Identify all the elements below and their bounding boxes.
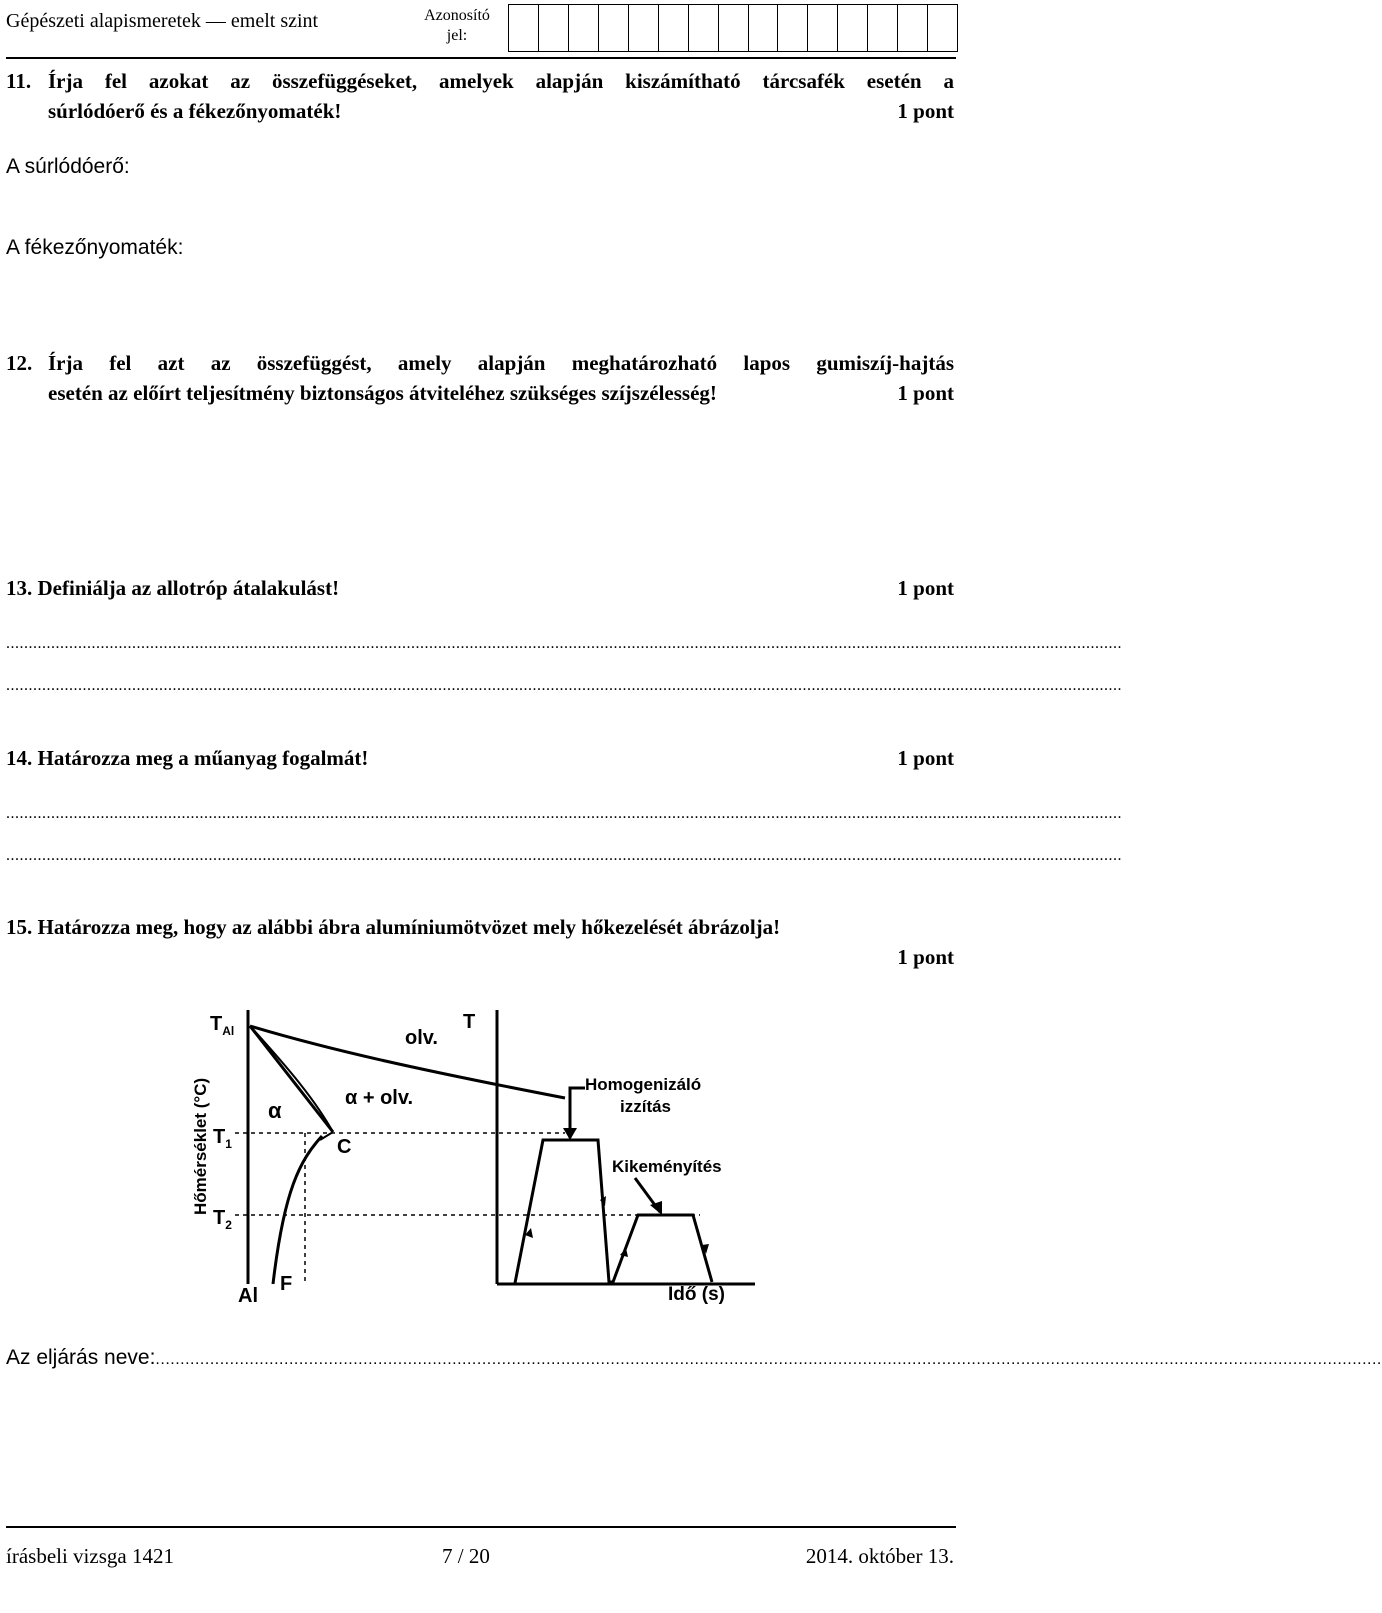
- id-box: [569, 4, 599, 52]
- id-boxes: [508, 4, 958, 52]
- id-box: [928, 4, 958, 52]
- temperature-axis-label: Hőmérséklet (°C): [191, 1077, 210, 1215]
- t-al-label: $T_{Al}$: [210, 1013, 235, 1038]
- question-text-line2: súrlódóerő és a fékezőnyomaték!: [48, 99, 342, 123]
- id-label: [412, 6, 502, 46]
- question-12: [6, 348, 954, 408]
- footer-left: írásbeli vizsga 1421: [6, 1544, 174, 1568]
- id-box: [719, 4, 749, 52]
- id-box: [659, 4, 689, 52]
- question-text: Határozza meg a műanyag fogalmát!: [37, 746, 369, 770]
- id-box: [868, 4, 898, 52]
- hardening-label: Kikeményítés: [612, 1157, 722, 1176]
- f-label: F: [280, 1273, 293, 1295]
- header-title: Gépészeti alapismeretek — emelt szint: [6, 10, 319, 32]
- id-box: [778, 4, 808, 52]
- id-box: [508, 4, 539, 52]
- braking-torque-label: A fékezőnyomaték:: [6, 236, 184, 259]
- question-points: 1 pont: [897, 746, 954, 770]
- id-box: [539, 4, 569, 52]
- t1-label: $T_1$: [213, 1126, 232, 1151]
- alpha-liquid-label: α + olv.: [345, 1087, 414, 1109]
- answer-line: ........................................................................................................................................................................................................................................................: [6, 805, 1122, 822]
- homogenizing-arrowhead: [563, 1128, 577, 1140]
- answer-line: ........................................................................................................................................................................................................................................................: [6, 677, 1122, 694]
- question-points: 1 pont: [897, 381, 954, 405]
- question-number: 14.: [6, 746, 33, 770]
- id-box: [898, 4, 928, 52]
- id-box: [749, 4, 779, 52]
- solvus-curve: [273, 1136, 322, 1284]
- answer-line: ........................................................................................................................................................................................................................................................: [155, 1351, 1382, 1368]
- homogenizing-label-2: izzítás: [620, 1097, 672, 1116]
- question-text-line1: Írja fel azokat az összefüggéseket, amelyek alapján kiszámítható tárcsafék esetén a: [48, 69, 954, 93]
- t2-label: $T_2$: [213, 1207, 232, 1232]
- question-number: 11.: [6, 69, 32, 93]
- footer-right: 2014. október 13.: [805, 1544, 954, 1568]
- friction-force-label: A súrlódóerő:: [6, 155, 130, 178]
- solidus-line-upper: [250, 1026, 333, 1132]
- question-points: 1 pont: [897, 99, 954, 123]
- homogenizing-label-1: Homogenizáló: [585, 1075, 702, 1094]
- question-11: [6, 66, 954, 126]
- id-box: [808, 4, 838, 52]
- question-number: 15.: [6, 915, 33, 939]
- alpha-label: α: [268, 1098, 282, 1123]
- c-label: C: [337, 1136, 352, 1158]
- question-points: 1 pont: [897, 576, 954, 600]
- footer-page: 7 / 20: [442, 1544, 490, 1568]
- question-13: [6, 573, 954, 603]
- footer-rule: [6, 1526, 956, 1528]
- answer-line: ........................................................................................................................................................................................................................................................: [6, 635, 1122, 652]
- process-name-row: [6, 1346, 1382, 1370]
- question-text-line2: esetén az előírt teljesítmény biztonságos átviteléhez szükséges szíjszélesség!: [48, 381, 717, 405]
- question-number: 12.: [6, 351, 33, 375]
- question-15: [6, 912, 954, 969]
- answer-line: ........................................................................................................................................................................................................................................................: [6, 847, 1122, 864]
- question-number: 13.: [6, 576, 33, 600]
- al-label: Al: [238, 1285, 258, 1307]
- id-label-line1: Azonosító: [424, 7, 490, 24]
- question-text: Határozza meg, hogy az alábbi ábra alumíniumötvözet mely hőkezelését ábrázolja!: [37, 915, 781, 939]
- id-box: [599, 4, 629, 52]
- id-box: [629, 4, 659, 52]
- header-rule: [6, 57, 956, 59]
- heat-treatment-diagram: [0, 990, 960, 1345]
- id-box: [689, 4, 719, 52]
- liquid-label: olv.: [405, 1027, 438, 1049]
- id-box: [838, 4, 868, 52]
- question-text-line1: Írja fel azt az összefüggést, amely alapján meghatározható lapos gumiszíj-hajtás: [48, 351, 954, 375]
- t-axis-label: T: [463, 1011, 476, 1033]
- process-name-label: Az eljárás neve:: [6, 1346, 156, 1369]
- question-text: Definiálja az allotróp átalakulást!: [37, 576, 340, 600]
- question-points: 1 pont: [897, 945, 954, 969]
- id-label-line2: jel:: [446, 27, 468, 44]
- question-14: [6, 743, 954, 773]
- time-axis-label: Idő (s): [668, 1284, 725, 1305]
